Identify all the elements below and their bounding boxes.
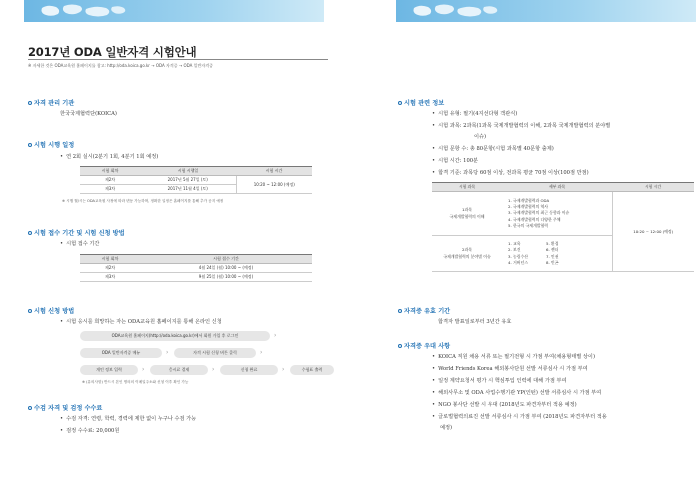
section-benefits-heading: 자격증 우대 사항 xyxy=(398,341,450,350)
fee-bullet-1: • 수검 자격: 연령, 학력, 경력에 제한 없이 누구나 수검 가능 xyxy=(60,415,196,422)
benefit-bullet-6-cont: 예정) xyxy=(440,425,453,431)
fee-bullet-2: • 검정 수수료: 20,000원 xyxy=(60,427,119,434)
benefit-bullet-2: • World Friends Korea 해외봉사단원 선발 서류심사 시 가점 부여 xyxy=(432,365,588,372)
table-header: 시험 시간 xyxy=(236,167,312,176)
exam-info-bullet-3: • 시험 문항 수: 총 80문항(시험 과목별 40문항 출제) xyxy=(432,145,554,152)
table-row: 제2차 2017년 5월 27일 (토) 10:20 ~ 12:00 (예정) xyxy=(80,176,312,185)
schedule-note: ※ 시행 월/시는 ODA교육원 사정에 따라 변동 가능하며, 정확한 일정은 홈페이지를 통해 추가 공지 예정 xyxy=(62,199,224,203)
flow-step-payment: 응시료 결제 xyxy=(150,365,208,375)
exam-info-bullet-5: • 합격 기준: 과목당 60점 이상, 전과목 평균 70점 이상(100점 만점) xyxy=(432,169,589,176)
flow-step-homepage: ODA교육원 홈페이지(http://oda.koica.go.kr)에서 회원 가입 후 로그인 xyxy=(80,331,270,341)
exam-info-bullet-1: • 시험 유형: 필기(4지선다형 객관식) xyxy=(432,110,517,117)
table-row: 2과목 국제개발협력의 분야별 이슈 1. 교육 2. 보건 3. 농림수산 4. 거버넌스 5. 환경 6. 젠더 7. 인권 8. 빈곤 xyxy=(432,236,694,272)
chevron-right-icon: › xyxy=(282,366,285,373)
table-header: 시험 접수 기간 xyxy=(140,255,312,264)
header-banner xyxy=(24,0,324,22)
apply-method-note: ※ (유의사항) 반드시 본인 명의의 이메일주소와 신청 이후 확인 가능 xyxy=(82,380,189,384)
page-title: 2017년 ODA 일반자격 시험안내 xyxy=(28,45,197,59)
section-validity-heading: 자격증 유효 기간 xyxy=(398,306,450,315)
circle-bullet-icon xyxy=(28,309,32,313)
world-map-icon xyxy=(34,2,154,20)
schedule-table xyxy=(80,166,312,194)
chevron-right-icon: › xyxy=(274,332,277,339)
apply-period-bullet: • 시험 접수 기간 xyxy=(60,240,99,247)
exam-info-bullet-2: • 시험 과목: 2과목(1과목 국제개발협력의 이해, 2과목 국제개발협력의 분야별 xyxy=(432,122,610,129)
table-header: 세부 과목 xyxy=(502,183,612,192)
exam-info-bullet-2-cont: 이슈) xyxy=(474,134,487,140)
benefit-bullet-6: • 글로벌협력의료진 선발 서류심사 시 가점 부여 (2018년도 파견자부터 적용 xyxy=(432,413,607,420)
schedule-bullet: • 연 2회 실시(2분기 1회, 4분기 1회 예정) xyxy=(60,153,158,160)
circle-bullet-icon xyxy=(398,344,402,348)
apply-period-table xyxy=(80,254,312,282)
flow-step-print: 수험표 출력 xyxy=(290,365,334,375)
title-note: ※ 자세한 것은 ODA교육원 홈페이지를 참고: http://oda.koica.go.kr → ODA 자격증 → ODA 일반자격증 xyxy=(28,63,213,68)
section-agency-heading: 자격 관리 기관 xyxy=(28,98,74,107)
circle-bullet-icon xyxy=(398,101,402,105)
section-schedule-heading: 시험 시행 일정 xyxy=(28,140,74,149)
agency-text: 한국국제협력단(KOICA) xyxy=(60,111,117,117)
world-map-icon xyxy=(406,2,526,20)
title-divider xyxy=(28,59,328,60)
circle-bullet-icon xyxy=(28,406,32,410)
table-header: 시험 회차 xyxy=(80,167,140,176)
circle-bullet-icon xyxy=(28,101,32,105)
table-header: 시험 과목 xyxy=(432,183,502,192)
benefit-bullet-3: • 일정 계약요청서 평가 시 핵심투입 인력에 대해 가점 부여 xyxy=(432,377,567,384)
validity-text: 합격자 발표일로부터 3년간 유효 xyxy=(438,319,512,325)
benefit-bullet-4: • 해외사무소 및 ODA 사업수행기관 YP(인턴) 선발 서류심사 시 가점 부여 xyxy=(432,389,601,396)
section-fee-heading: 수검 자격 및 검정 수수료 xyxy=(28,403,102,412)
benefit-bullet-1: • KOICA 직원 채용 서류 또는 필기전형 시 가점 부여(채용형태별 상이) xyxy=(432,353,595,360)
circle-bullet-icon xyxy=(398,309,402,313)
flow-step-personal-info: 개인 정보 입력 xyxy=(80,365,138,375)
benefit-bullet-5: • NGO 봉사단 선발 시 우대 (2018년도 파견자부터 적용 예정) xyxy=(432,401,577,408)
flow-step-apply-button: 자격 시험 신청 버튼 클릭 xyxy=(174,348,256,358)
circle-bullet-icon xyxy=(28,231,32,235)
circle-bullet-icon xyxy=(28,143,32,147)
apply-method-bullet: • 시험 응시를 희망하는 자는 ODA교육원 홈페이지를 통해 온라인 신청 xyxy=(60,318,222,325)
table-row: 1과목 국제개발협력의 이해 1. 국제개발협력과 ODA 2. 국제개발협력의 역사 3. 국제개발협력의 최근 동향과 이슈 4. 국제개발협력의 다양한 주체 5. 한국의 국제개발협력 10:20 ~ 12:00 (예정) xyxy=(432,192,694,236)
table-header: 시험 시간 xyxy=(612,183,694,192)
table-row: 제2차 4월 24일 (월) 10:00 ~ (예정) xyxy=(80,264,312,273)
flow-step-menu: ODA 일반자격증 메뉴 xyxy=(80,348,162,358)
table-row: 제3차 2017년 11월 4일 (토) xyxy=(80,185,312,194)
chevron-right-icon: › xyxy=(142,366,145,373)
exam-subject-table xyxy=(432,182,694,272)
chevron-right-icon: › xyxy=(212,366,215,373)
header-banner xyxy=(396,0,696,22)
section-exam-info-heading: 시험 관련 정보 xyxy=(398,98,444,107)
chevron-right-icon: › xyxy=(260,349,263,356)
exam-info-bullet-4: • 시험 시간: 100분 xyxy=(432,157,478,164)
table-header: 시험 시행일 xyxy=(140,167,236,176)
chevron-right-icon: › xyxy=(166,349,169,356)
table-header: 시험 회차 xyxy=(80,255,140,264)
flow-step-complete: 신청 완료 xyxy=(220,365,278,375)
section-apply-period-heading: 시험 접수 기간 및 시험 신청 방법 xyxy=(28,228,125,237)
section-apply-method-heading: 시험 신청 방법 xyxy=(28,306,74,315)
table-row: 제3차 9월 25일 (월) 10:00 ~ (예정) xyxy=(80,273,312,282)
